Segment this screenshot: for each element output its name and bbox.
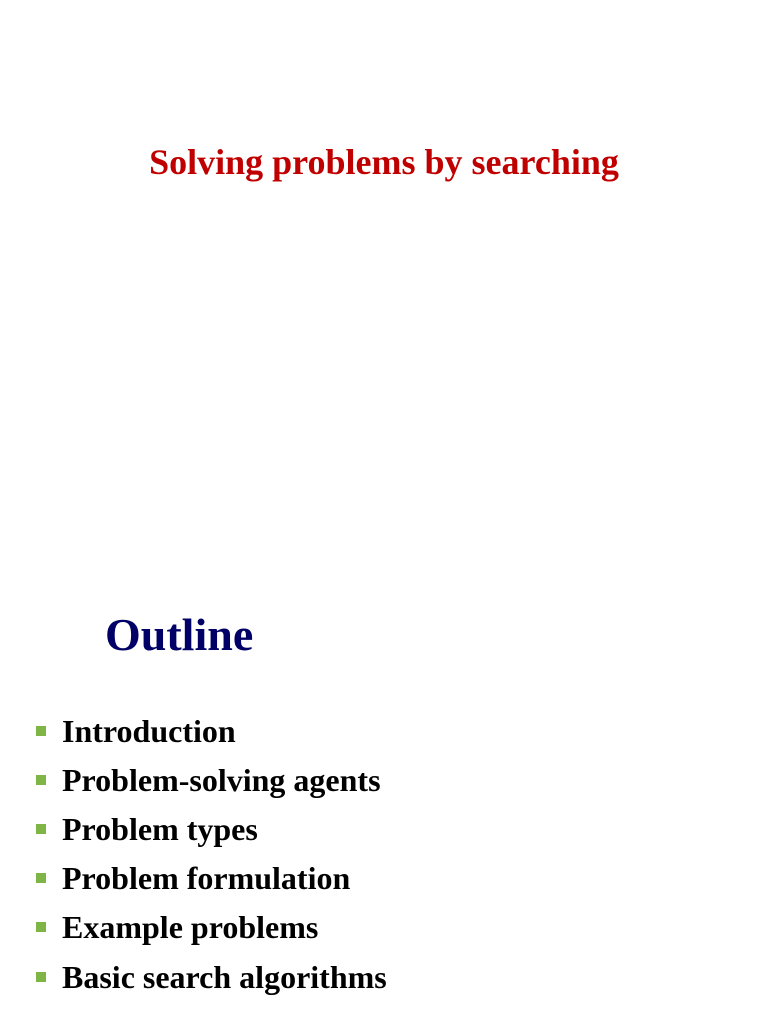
outline-item-label: Basic search algorithms — [62, 958, 387, 995]
outline-item-label: Problem types — [62, 810, 258, 847]
square-bullet-icon — [36, 824, 46, 834]
list-item — [36, 706, 387, 755]
square-bullet-icon — [36, 775, 46, 785]
slide-title: Solving problems by searching — [149, 142, 619, 182]
outline-item-label: Problem formulation — [62, 860, 351, 897]
outline-list — [36, 706, 387, 1001]
square-bullet-icon — [36, 873, 46, 883]
square-bullet-icon — [36, 922, 46, 932]
outline-heading: Outline — [105, 609, 254, 660]
square-bullet-icon — [36, 972, 46, 982]
square-bullet-icon — [36, 726, 46, 736]
list-item — [36, 854, 387, 903]
list-item — [36, 903, 387, 952]
list-item — [36, 755, 387, 804]
outline-item-label: Example problems — [62, 909, 319, 946]
list-item — [36, 804, 387, 853]
list-item — [36, 952, 387, 1001]
outline-item-label: Introduction — [62, 712, 236, 749]
outline-item-label: Problem-solving agents — [62, 761, 381, 798]
